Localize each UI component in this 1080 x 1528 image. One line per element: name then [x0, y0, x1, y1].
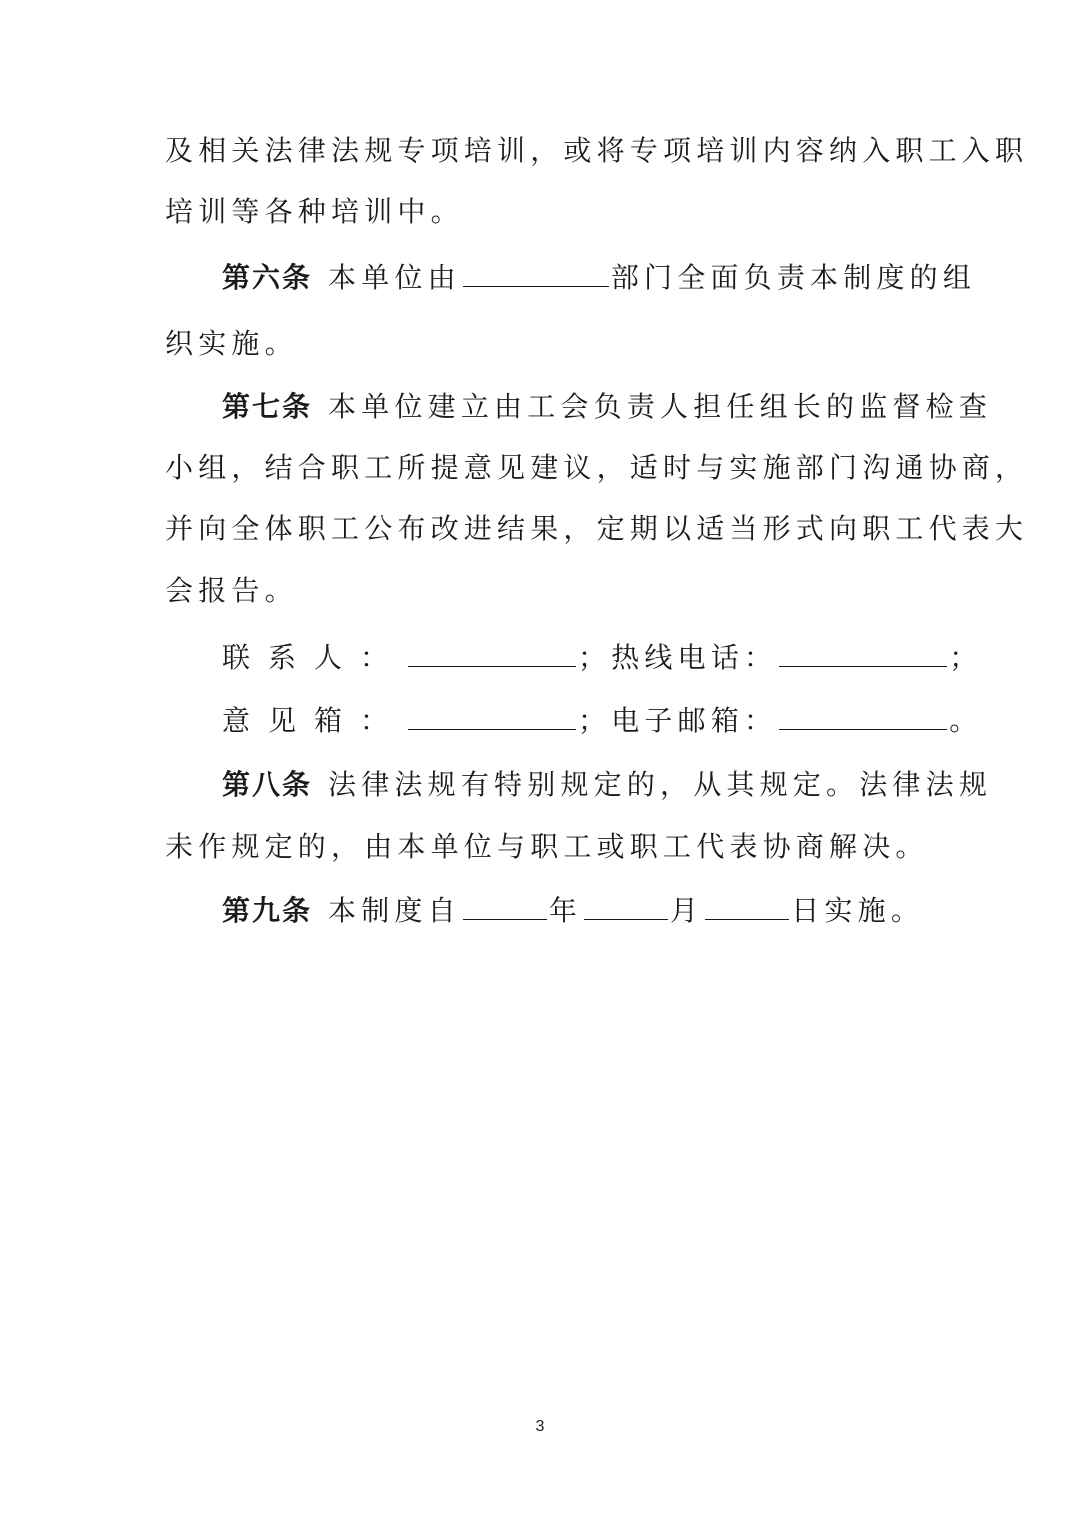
- contact-line: [222, 701, 982, 741]
- separator: ；: [578, 704, 612, 737]
- paragraph-line: [165, 324, 925, 364]
- text-segment: 本单位由: [328, 261, 461, 294]
- text-segment: 并向全体职工公布改进结果，定期以适当形式向职工代表大: [165, 512, 1029, 545]
- paragraph-line: [165, 192, 925, 232]
- hotline-blank: [779, 638, 947, 667]
- department-blank: [463, 258, 609, 287]
- text-segment: 培训等各种培训中。: [165, 195, 464, 228]
- contact-person-blank: [408, 638, 576, 667]
- text-segment: 法律法规有特别规定的，从其规定。法律法规: [328, 768, 993, 801]
- text-segment: 本单位建立由工会负责人担任组长的监督检查: [328, 390, 993, 423]
- text-segment: 日实施。: [791, 894, 925, 927]
- page-number: 3: [535, 1418, 545, 1435]
- text-segment: 小组，结合职工所提意见建议，适时与实施部门沟通协商，: [165, 451, 1029, 484]
- text-segment: 织实施。: [165, 327, 298, 360]
- article-6-line: [222, 258, 982, 298]
- article-8-line: [222, 765, 993, 805]
- paragraph-line: [165, 509, 1029, 549]
- article-6-label: 第六条: [222, 261, 313, 294]
- contact-person-label: 联系人：: [222, 641, 407, 674]
- email-blank: [779, 701, 947, 730]
- text-segment: 本制度自: [328, 894, 461, 927]
- article-9-label: 第九条: [222, 894, 313, 927]
- suggestion-box-label: 意见箱：: [222, 704, 407, 737]
- article-7-line: [222, 387, 993, 427]
- month-blank: [584, 891, 668, 920]
- separator: 。: [949, 704, 983, 737]
- article-7-label: 第七条: [222, 390, 313, 423]
- suggestion-box-blank: [408, 701, 576, 730]
- separator: ；: [578, 641, 612, 674]
- paragraph-line: [165, 448, 1029, 488]
- paragraph-line: [165, 571, 925, 611]
- paragraph-line: [165, 827, 929, 867]
- text-segment: 会报告。: [165, 574, 298, 607]
- separator: ；: [949, 641, 983, 674]
- article-8-label: 第八条: [222, 768, 313, 801]
- year-label: 年: [548, 894, 583, 927]
- hotline-label: 热线电话：: [611, 641, 778, 674]
- year-blank: [463, 891, 547, 920]
- text-segment: 及相关法律法规专项培训，或将专项培训内容纳入职工入职: [165, 134, 1029, 167]
- paragraph-line: [165, 131, 1029, 171]
- text-segment: 部门全面负责本制度的组: [610, 261, 977, 294]
- contact-line: [222, 638, 982, 678]
- article-9-line: [222, 891, 982, 931]
- email-label: 电子邮箱：: [611, 704, 778, 737]
- text-segment: 未作规定的，由本单位与职工或职工代表协商解决。: [165, 830, 929, 863]
- day-blank: [705, 891, 789, 920]
- month-label: 月: [670, 894, 704, 927]
